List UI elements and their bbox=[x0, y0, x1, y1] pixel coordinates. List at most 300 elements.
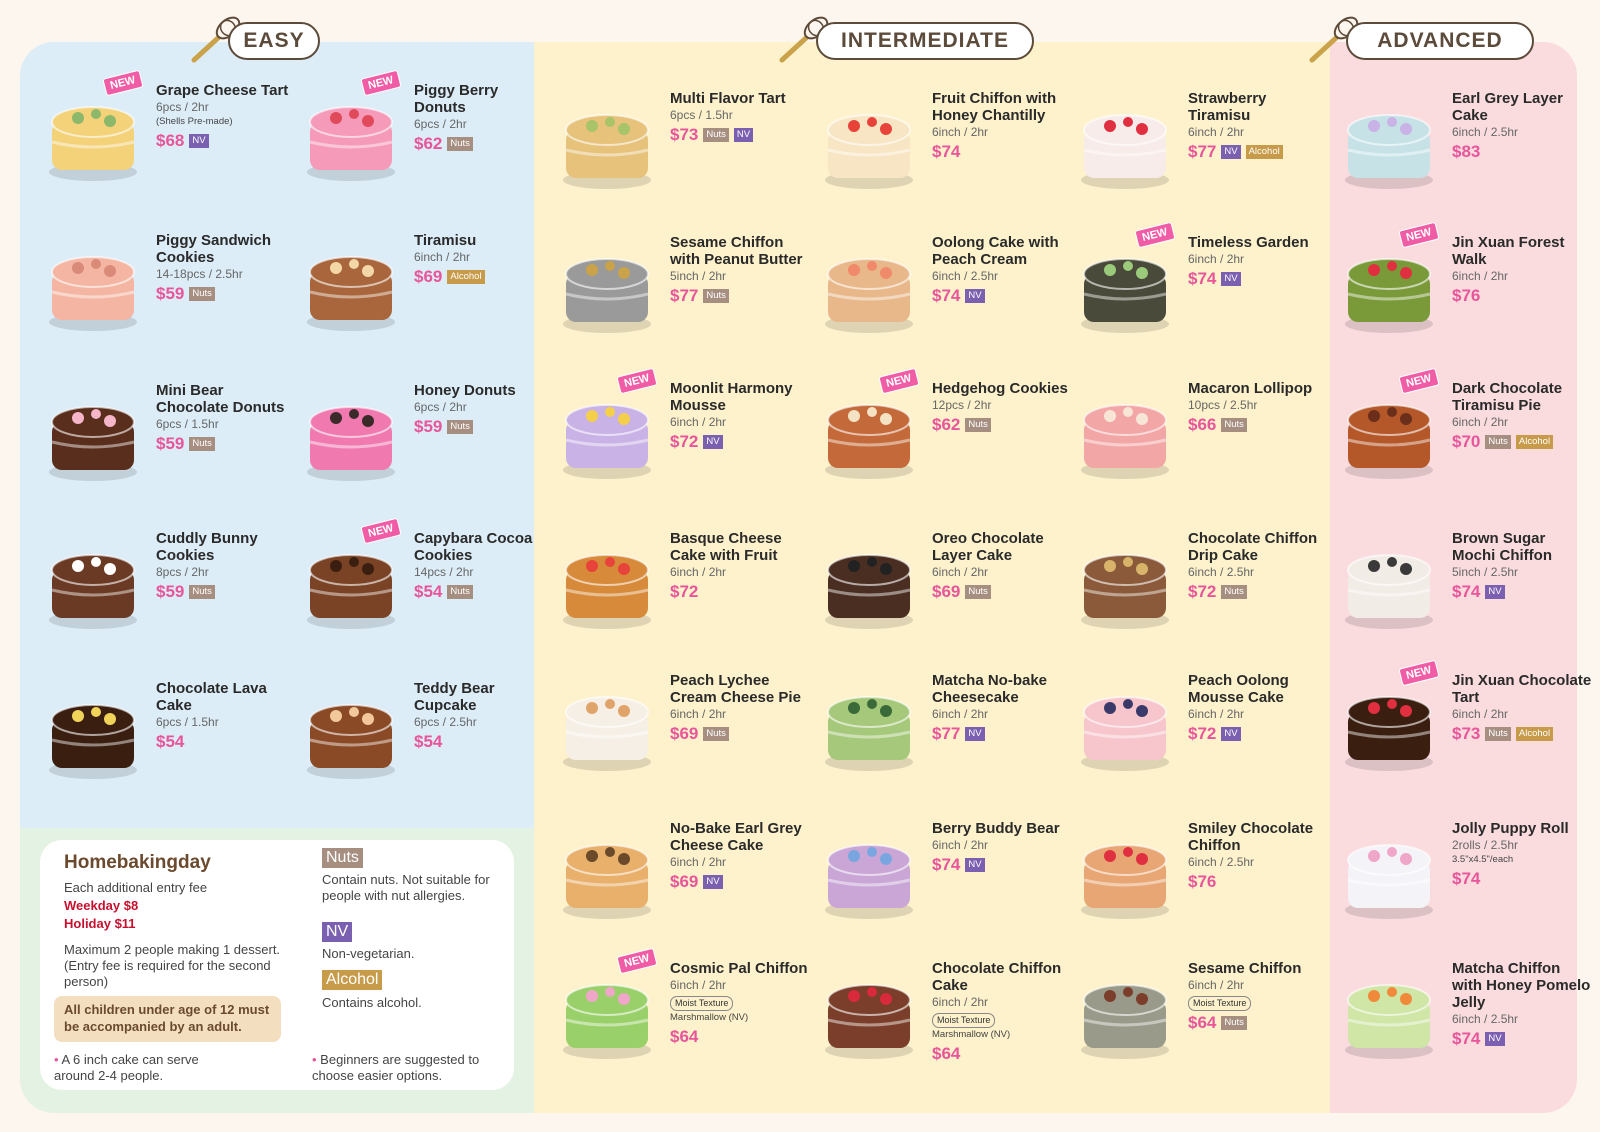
price-row bbox=[1452, 582, 1592, 602]
item-name: Sesame Chiffon with Peanut Butter bbox=[670, 234, 803, 268]
tag-nv: NV bbox=[1221, 727, 1240, 741]
item-size-time: 6inch / 2hr bbox=[670, 415, 727, 429]
dessert-illustration bbox=[1070, 378, 1180, 488]
dessert-image bbox=[1334, 232, 1444, 342]
dessert-illustration bbox=[296, 230, 406, 340]
dessert-image bbox=[1070, 378, 1180, 488]
tag-nv: NV bbox=[189, 134, 208, 148]
item-name: Berry Buddy Bear bbox=[932, 820, 1060, 837]
item-price: $64 bbox=[670, 1027, 699, 1046]
dessert-image bbox=[552, 528, 662, 638]
item-price: $59 bbox=[156, 284, 185, 303]
price-row bbox=[670, 872, 810, 892]
item-price: $76 bbox=[1188, 872, 1217, 891]
dessert-illustration bbox=[1070, 670, 1180, 780]
new-badge: NEW bbox=[616, 948, 657, 975]
item-price: $77 bbox=[1188, 142, 1217, 161]
menu-item-multi-flavor-tart bbox=[552, 88, 808, 208]
item-name: Peach Lychee Cream Cheese Pie bbox=[670, 672, 801, 706]
item-size-time: 6inch / 2hr bbox=[1452, 415, 1509, 429]
item-info bbox=[156, 382, 296, 454]
item-info bbox=[156, 530, 296, 602]
tag-nv: NV bbox=[703, 875, 722, 889]
menu-item-oreo-chocolate-layer-cake bbox=[814, 528, 1070, 648]
dessert-illustration bbox=[296, 80, 406, 190]
new-badge: NEW bbox=[360, 518, 401, 545]
item-name: Cuddly Bunny Cookies bbox=[156, 530, 258, 564]
dessert-image bbox=[1070, 958, 1180, 1068]
tag-alcohol: Alcohol bbox=[1516, 435, 1553, 449]
item-price: $77 bbox=[932, 724, 961, 743]
item-name: No-Bake Earl Grey Cheese Cake bbox=[670, 820, 802, 854]
item-size-time: 6pcs / 2hr bbox=[414, 400, 467, 414]
tag-nuts: Nuts bbox=[189, 585, 215, 599]
item-size-time: 14pcs / 2hr bbox=[414, 565, 474, 579]
menu-item-cosmic-pal-chiffon bbox=[552, 952, 808, 1078]
item-price: $59 bbox=[156, 582, 185, 601]
dessert-image bbox=[814, 232, 924, 342]
tag-alcohol: Alcohol bbox=[1246, 145, 1283, 159]
tag-nuts: Nuts bbox=[1221, 1016, 1247, 1030]
item-info bbox=[932, 820, 1072, 875]
price-row bbox=[156, 434, 296, 454]
dessert-image bbox=[1334, 378, 1444, 488]
dessert-image bbox=[814, 818, 924, 928]
menu-item-peach-oolong-mousse-cake bbox=[1070, 670, 1326, 790]
holiday-fee: Holiday $11 bbox=[64, 916, 136, 931]
item-name: Tiramisu bbox=[414, 232, 477, 249]
dessert-illustration bbox=[1334, 818, 1444, 928]
item-name: Cosmic Pal Chiffon bbox=[670, 960, 808, 977]
item-info bbox=[1188, 820, 1328, 892]
item-price: $72 bbox=[1188, 724, 1217, 743]
dessert-illustration bbox=[552, 88, 662, 198]
item-info bbox=[1452, 234, 1592, 306]
legend-nv-tag: NV bbox=[322, 922, 352, 942]
item-name: Mini Bear Chocolate Donuts bbox=[156, 382, 285, 416]
new-badge: NEW bbox=[878, 368, 919, 395]
item-info bbox=[670, 820, 810, 892]
dessert-image bbox=[814, 958, 924, 1068]
dessert-illustration bbox=[1070, 958, 1180, 1068]
item-info bbox=[414, 232, 554, 287]
dessert-image bbox=[552, 958, 662, 1068]
item-name: Oolong Cake with Peach Cream bbox=[932, 234, 1059, 268]
price-row bbox=[1188, 269, 1328, 289]
menu-item-matcha-no-bake-cheesecake bbox=[814, 670, 1070, 790]
menu-item-grape-cheese-tart bbox=[38, 74, 294, 200]
item-price: $54 bbox=[414, 582, 443, 601]
menu-item-dark-chocolate-tiramisu-pie bbox=[1334, 372, 1590, 498]
item-size-time: 6inch / 2hr bbox=[932, 707, 989, 721]
item-price: $73 bbox=[1452, 724, 1481, 743]
item-name: Capybara Cocoa Cookies bbox=[414, 530, 533, 564]
menu-item-chocolate-chiffon-cake bbox=[814, 958, 1070, 1078]
weekday-fee: Weekday $8 bbox=[64, 898, 139, 913]
item-price: $54 bbox=[156, 732, 185, 751]
item-note: (Shells Pre-made) bbox=[156, 116, 233, 127]
item-size-time: 6inch / 2hr bbox=[1452, 269, 1509, 283]
price-row bbox=[670, 125, 810, 145]
dessert-image bbox=[814, 670, 924, 780]
dessert-illustration bbox=[1334, 88, 1444, 198]
price-row bbox=[414, 134, 554, 154]
item-info bbox=[1188, 234, 1328, 289]
price-row bbox=[1188, 872, 1328, 892]
item-name: Matcha Chiffon with Honey Pomelo Jelly bbox=[1452, 960, 1591, 1011]
item-price: $66 bbox=[1188, 415, 1217, 434]
item-size-time: 14-18pcs / 2.5hr bbox=[156, 267, 243, 281]
dessert-illustration bbox=[814, 958, 924, 1068]
item-name: Matcha No-bake Cheesecake bbox=[932, 672, 1048, 706]
item-info bbox=[932, 90, 1072, 162]
menu-item-moonlit-harmony-mousse bbox=[552, 372, 808, 498]
price-row bbox=[670, 286, 810, 306]
entry-fee-label: Each additional entry fee bbox=[64, 880, 208, 895]
menu-item-mini-bear-chocolate-donuts bbox=[38, 380, 294, 500]
menu-item-chocolate-lava-cake bbox=[38, 678, 294, 798]
item-price: $72 bbox=[670, 582, 699, 601]
item-price: $74 bbox=[932, 286, 961, 305]
dessert-illustration bbox=[1070, 528, 1180, 638]
item-name: Timeless Garden bbox=[1188, 234, 1309, 251]
dessert-illustration bbox=[38, 80, 148, 190]
item-size-time: 6pcs / 1.5hr bbox=[156, 715, 219, 729]
dessert-illustration bbox=[552, 378, 662, 488]
item-price: $74 bbox=[1452, 582, 1481, 601]
dessert-image bbox=[296, 678, 406, 788]
price-row bbox=[156, 732, 296, 752]
dessert-image bbox=[1070, 528, 1180, 638]
dessert-illustration bbox=[552, 818, 662, 928]
menu-item-fruit-chiffon bbox=[814, 88, 1070, 208]
dessert-illustration bbox=[552, 232, 662, 342]
dessert-illustration bbox=[38, 528, 148, 638]
menu-item-piggy-sandwich-cookies bbox=[38, 230, 294, 350]
price-row bbox=[1188, 142, 1328, 162]
item-name: Smiley Chocolate Chiffon bbox=[1188, 820, 1314, 854]
item-price: $54 bbox=[414, 732, 443, 751]
item-name: Chocolate Chiffon Drip Cake bbox=[1188, 530, 1318, 564]
dessert-image bbox=[38, 380, 148, 490]
dessert-image bbox=[1334, 528, 1444, 638]
dessert-illustration bbox=[38, 230, 148, 340]
dessert-image bbox=[552, 88, 662, 198]
item-size-time: 6inch / 2hr bbox=[1188, 707, 1245, 721]
tag-nuts: Nuts bbox=[1221, 585, 1247, 599]
item-info bbox=[1188, 672, 1328, 744]
section-easy-label: EASY bbox=[228, 22, 320, 60]
menu-item-piggy-berry-donuts bbox=[296, 74, 552, 200]
item-price: $68 bbox=[156, 131, 185, 150]
dessert-image bbox=[552, 232, 662, 342]
price-row bbox=[1452, 432, 1592, 452]
new-badge: NEW bbox=[1398, 368, 1439, 395]
legend-nuts-tag: Nuts bbox=[322, 848, 363, 868]
dessert-illustration bbox=[1334, 958, 1444, 1068]
item-price: $76 bbox=[1452, 286, 1481, 305]
item-name: Chocolate Lava Cake bbox=[156, 680, 267, 714]
menu-item-brown-sugar-mochi-chiffon bbox=[1334, 528, 1590, 648]
dessert-illustration bbox=[296, 678, 406, 788]
item-name: Jin Xuan Chocolate Tart bbox=[1452, 672, 1592, 706]
item-price: $59 bbox=[156, 434, 185, 453]
item-size-time: 6inch / 2.5hr bbox=[1188, 565, 1255, 579]
item-info bbox=[670, 380, 810, 452]
price-row bbox=[414, 417, 554, 437]
dessert-illustration bbox=[814, 818, 924, 928]
item-size-time: 5inch / 2hr bbox=[670, 269, 727, 283]
dessert-illustration bbox=[1334, 670, 1444, 780]
item-name: Macaron Lollipop bbox=[1188, 380, 1313, 397]
menu-item-macaron-lollipop bbox=[1070, 378, 1326, 498]
dessert-image bbox=[1334, 670, 1444, 780]
item-size-time: 2rolls / 2.5hr bbox=[1452, 838, 1519, 852]
price-row bbox=[932, 1044, 1072, 1064]
menu-item-basque-cheese-cake bbox=[552, 528, 808, 648]
item-info bbox=[414, 530, 554, 602]
texture-badge: Moist Texture bbox=[1188, 996, 1251, 1011]
tag-nuts: Nuts bbox=[1485, 727, 1511, 741]
item-name: Chocolate Chiffon Cake bbox=[932, 960, 1062, 994]
dessert-illustration bbox=[552, 528, 662, 638]
item-name: Moonlit Harmony Mousse bbox=[670, 380, 793, 414]
menu-item-peach-lychee-cream-cheese-pie bbox=[552, 670, 808, 790]
tag-nv: NV bbox=[965, 727, 984, 741]
dessert-illustration bbox=[814, 528, 924, 638]
price-row bbox=[156, 582, 296, 602]
dessert-image bbox=[1070, 670, 1180, 780]
item-size-time: 6pcs / 1.5hr bbox=[156, 417, 219, 431]
item-name: Sesame Chiffon bbox=[1188, 960, 1302, 977]
notes-title: Homebakingday bbox=[64, 852, 211, 873]
item-price: $59 bbox=[414, 417, 443, 436]
item-info bbox=[1452, 672, 1592, 744]
item-price: $69 bbox=[932, 582, 961, 601]
menu-item-timeless-garden bbox=[1070, 226, 1326, 352]
item-price: $74 bbox=[932, 142, 961, 161]
item-name: Piggy Sandwich Cookies bbox=[156, 232, 272, 266]
tag-nuts: Nuts bbox=[965, 418, 991, 432]
menu-item-chocolate-chiffon-drip-cake bbox=[1070, 528, 1326, 648]
item-name: Dark Chocolate Tiramisu Pie bbox=[1452, 380, 1563, 414]
item-size-time: 6inch / 2hr bbox=[932, 125, 989, 139]
menu-item-smiley-chocolate-chiffon bbox=[1070, 818, 1326, 938]
item-name: Strawberry Tiramisu bbox=[1188, 90, 1267, 124]
item-info bbox=[932, 530, 1072, 602]
item-size-time: 6pcs / 1.5hr bbox=[670, 108, 733, 122]
item-info bbox=[1188, 90, 1328, 162]
item-size-time: 6inch / 2hr bbox=[1188, 978, 1245, 992]
notes-card bbox=[40, 840, 514, 1090]
item-name: Jin Xuan Forest Walk bbox=[1452, 234, 1565, 268]
item-name: Honey Donuts bbox=[414, 382, 516, 399]
dessert-image bbox=[552, 818, 662, 928]
tag-nuts: Nuts bbox=[1221, 418, 1247, 432]
item-info bbox=[414, 82, 554, 154]
price-row bbox=[1188, 1013, 1328, 1033]
tag-nuts: Nuts bbox=[965, 585, 991, 599]
item-note: 3.5"x4.5"/each bbox=[1452, 854, 1514, 865]
menu-item-no-bake-earl-grey bbox=[552, 818, 808, 938]
item-size-time: 6inch / 2hr bbox=[670, 707, 727, 721]
legend-nuts-desc: Contain nuts. Not suitable for people with nut allergies. bbox=[322, 872, 490, 903]
item-price: $70 bbox=[1452, 432, 1481, 451]
menu-item-hedgehog-cookies bbox=[814, 372, 1070, 498]
section-intermediate-label: INTERMEDIATE bbox=[816, 22, 1034, 60]
price-row bbox=[1452, 142, 1592, 162]
serving-note: • A 6 inch cake can serve around 2-4 people. bbox=[54, 1052, 224, 1084]
item-info bbox=[670, 234, 810, 306]
tag-nuts: Nuts bbox=[703, 727, 729, 741]
item-price: $62 bbox=[932, 415, 961, 434]
price-row bbox=[414, 267, 554, 287]
dessert-image bbox=[814, 528, 924, 638]
item-name: Multi Flavor Tart bbox=[670, 90, 786, 107]
item-name: Grape Cheese Tart bbox=[156, 82, 289, 99]
item-name: Fruit Chiffon with Honey Chantilly bbox=[932, 90, 1057, 124]
menu-item-matcha-chiffon bbox=[1334, 958, 1590, 1078]
item-size-time: 6inch / 2hr bbox=[1188, 125, 1245, 139]
item-price: $64 bbox=[1188, 1013, 1217, 1032]
item-size-time: 12pcs / 2hr bbox=[932, 398, 992, 412]
item-info bbox=[1452, 530, 1592, 602]
item-info bbox=[414, 680, 554, 752]
menu-item-jolly-puppy-roll bbox=[1334, 818, 1590, 938]
tag-nv: NV bbox=[1485, 1032, 1504, 1046]
menu-item-capybara-cocoa-cookies bbox=[296, 522, 552, 648]
item-size-time: 6pcs / 2hr bbox=[156, 100, 209, 114]
item-size-time: 6inch / 2.5hr bbox=[932, 269, 999, 283]
dessert-illustration bbox=[1334, 528, 1444, 638]
item-size-time: 6inch / 2.5hr bbox=[1188, 855, 1255, 869]
price-row bbox=[670, 1027, 810, 1047]
price-row bbox=[932, 142, 1072, 162]
item-price: $77 bbox=[670, 286, 699, 305]
dessert-illustration bbox=[296, 528, 406, 638]
item-note: Marshmallow (NV) bbox=[670, 1012, 749, 1023]
price-row bbox=[1188, 415, 1328, 435]
section-advanced-label: ADVANCED bbox=[1346, 22, 1534, 60]
item-price: $69 bbox=[670, 724, 699, 743]
new-badge: NEW bbox=[616, 368, 657, 395]
dessert-image bbox=[296, 380, 406, 490]
item-size-time: 10pcs / 2.5hr bbox=[1188, 398, 1258, 412]
item-info bbox=[932, 672, 1072, 744]
price-row bbox=[670, 724, 810, 744]
item-name: Peach Oolong Mousse Cake bbox=[1188, 672, 1289, 706]
tag-nv: NV bbox=[1221, 272, 1240, 286]
price-row bbox=[414, 732, 554, 752]
item-info bbox=[1452, 380, 1592, 452]
item-info bbox=[932, 380, 1072, 435]
tag-nv: NV bbox=[965, 858, 984, 872]
item-size-time: 6inch / 2hr bbox=[670, 978, 727, 992]
item-info bbox=[1452, 820, 1592, 889]
item-size-time: 5inch / 2.5hr bbox=[1452, 565, 1519, 579]
price-row bbox=[932, 415, 1072, 435]
max-people-note: Maximum 2 people making 1 dessert. (Entry fee is required for the second person) bbox=[64, 942, 281, 989]
dessert-image bbox=[38, 80, 148, 190]
dessert-image bbox=[814, 88, 924, 198]
item-info bbox=[1188, 960, 1328, 1033]
dessert-image bbox=[296, 230, 406, 340]
item-price: $69 bbox=[670, 872, 699, 891]
item-price: $69 bbox=[414, 267, 443, 286]
item-name: Hedgehog Cookies bbox=[932, 380, 1068, 397]
tag-nv: NV bbox=[703, 435, 722, 449]
item-info bbox=[670, 530, 810, 602]
item-size-time: 6pcs / 2hr bbox=[414, 117, 467, 131]
item-info bbox=[414, 382, 554, 437]
dessert-illustration bbox=[1334, 378, 1444, 488]
item-info bbox=[1188, 380, 1328, 435]
dessert-illustration bbox=[38, 678, 148, 788]
item-info bbox=[932, 234, 1072, 306]
dessert-image bbox=[1070, 818, 1180, 928]
item-name: Piggy Berry Donuts bbox=[414, 82, 499, 116]
tag-nuts: Nuts bbox=[189, 437, 215, 451]
price-row bbox=[932, 724, 1072, 744]
item-name: Brown Sugar Mochi Chiffon bbox=[1452, 530, 1552, 564]
tag-nv: NV bbox=[734, 128, 753, 142]
menu-item-jin-xuan-chocolate-tart bbox=[1334, 664, 1592, 790]
item-price: $62 bbox=[414, 134, 443, 153]
item-name: Oreo Chocolate Layer Cake bbox=[932, 530, 1044, 564]
beginners-note: • Beginners are suggested to choose easier options. bbox=[312, 1052, 502, 1084]
tag-alcohol: Alcohol bbox=[447, 270, 484, 284]
dessert-illustration bbox=[1070, 88, 1180, 198]
dessert-illustration bbox=[1334, 232, 1444, 342]
price-row bbox=[1452, 286, 1592, 306]
item-name: Teddy Bear Cupcake bbox=[414, 680, 495, 714]
item-info bbox=[670, 672, 810, 744]
dessert-image bbox=[38, 230, 148, 340]
item-name: Earl Grey Layer Cake bbox=[1452, 90, 1563, 124]
new-badge: NEW bbox=[1398, 222, 1439, 249]
item-price: $83 bbox=[1452, 142, 1481, 161]
item-price: $74 bbox=[1188, 269, 1217, 288]
tag-nuts: Nuts bbox=[1485, 435, 1511, 449]
price-row bbox=[156, 284, 296, 304]
item-price: $74 bbox=[1452, 1029, 1481, 1048]
menu-item-cuddly-bunny-cookies bbox=[38, 528, 294, 648]
item-info bbox=[1188, 530, 1328, 602]
dessert-image bbox=[296, 528, 406, 638]
dessert-illustration bbox=[1070, 818, 1180, 928]
dessert-illustration bbox=[38, 380, 148, 490]
menu-item-strawberry-tiramisu bbox=[1070, 88, 1326, 208]
item-price: $73 bbox=[670, 125, 699, 144]
item-size-time: 6inch / 2.5hr bbox=[1452, 125, 1519, 139]
tag-nv: NV bbox=[1221, 145, 1240, 159]
item-size-time: 6inch / 2hr bbox=[932, 565, 989, 579]
item-info bbox=[932, 960, 1072, 1064]
dessert-illustration bbox=[814, 88, 924, 198]
dessert-illustration bbox=[552, 670, 662, 780]
price-row bbox=[932, 855, 1072, 875]
item-size-time: 6inch / 2hr bbox=[932, 995, 989, 1009]
price-row bbox=[1452, 1029, 1592, 1049]
menu-item-jin-xuan-forest-walk bbox=[1334, 226, 1590, 352]
menu-item-tiramisu bbox=[296, 230, 552, 350]
item-price: $72 bbox=[670, 432, 699, 451]
tag-alcohol: Alcohol bbox=[1516, 727, 1553, 741]
tag-nuts: Nuts bbox=[447, 137, 473, 151]
dessert-illustration bbox=[814, 670, 924, 780]
price-row bbox=[1452, 724, 1592, 744]
item-note: Marshmallow (NV) bbox=[932, 1029, 1011, 1040]
